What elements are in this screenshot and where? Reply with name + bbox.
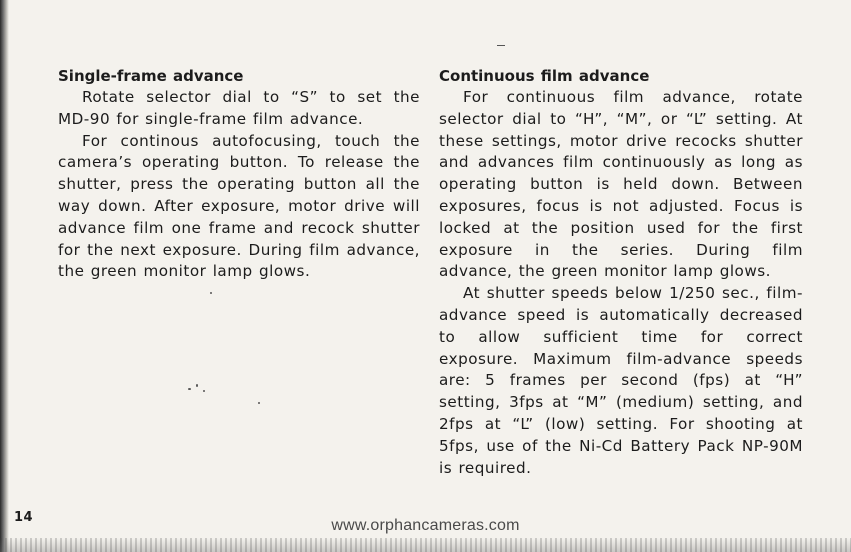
single-frame-paragraph-2: For continous autofocusing, touch the camera’s operating button. To release the shutter, press the operating button all the way down. After exposure, motor drive will advance film one frame and recock shutter for the next exposure. During film advance, the green monitor lamp glows. [58,131,420,281]
left-column [58,66,420,283]
scan-bottom-edge [0,538,851,552]
page-number: 14 [14,510,34,525]
scan-binding-shadow [0,0,9,552]
right-column [439,66,803,479]
continuous-heading: Continuous film advance [439,67,650,85]
single-frame-paragraph-1: Rotate selector dial to “S” to set the MD-90 for single-frame film advance. [58,88,420,128]
single-frame-heading: Single-frame advance [58,67,244,85]
continuous-paragraph-2: At shutter speeds below 1/250 sec., film-advance speed is automatically decreased to allow sufficient time for correct exposure. Maximum film-advance speeds are: 5 frames per second (fps) at “H” setting, 3fps at “M” (medium) setting, and 2fps at “L” (low) setting. For shooting at 5fps, use of the Ni-Cd Battery Pack NP-90M is required. [439,284,803,477]
continuous-paragraph-1: For continuous film advance, rotate selector dial to “H”, “M”, or “L” setting. At these settings, motor drive recocks shutter and advances film continuously as long as operating button is held down. Between exposures, focus is not adjusted. Focus is locked at the position used for the first exposure in the series. During film advance, the green monitor lamp glows. [439,88,803,281]
watermark-url: www.orphancameras.com [331,517,520,534]
